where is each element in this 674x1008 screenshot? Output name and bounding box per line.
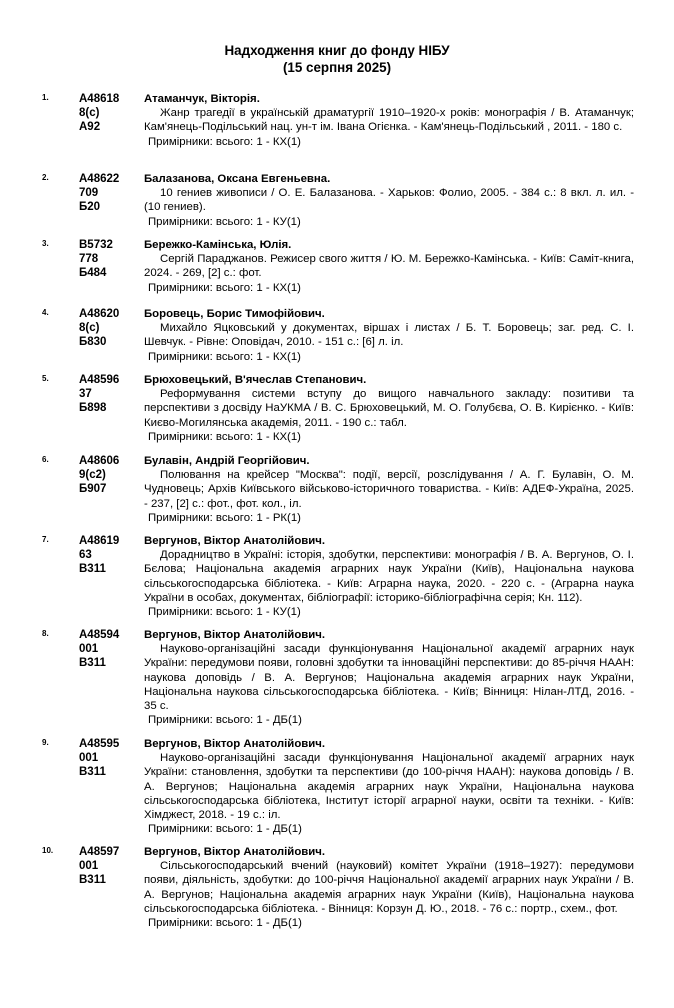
call-number-line: А48606	[79, 455, 120, 467]
entry-copies: Примірники: всього: 1 - КУ(1)	[148, 606, 301, 619]
entry-copies: Примірники: всього: 1 - КУ(1)	[148, 215, 301, 228]
entry-number: 8.	[42, 629, 49, 638]
call-number	[79, 238, 139, 281]
entry-number: 3.	[42, 239, 49, 248]
entry-author: Вергунов, Віктор Анатолійович.	[144, 535, 326, 547]
call-number-line: А48594	[79, 629, 120, 641]
entry-number: 9.	[42, 738, 49, 747]
entry-body	[144, 454, 634, 525]
entry-description: 10 гениев живописи / О. Е. Балазанова. - Харьков: Фолио, 2005. - 384 с.: 8 вкл. л. ил. - (10 гениев).	[144, 187, 634, 214]
call-number-line: 8(с)	[79, 322, 100, 335]
call-number-line: Б907	[79, 483, 107, 496]
entry-number: 6.	[42, 455, 49, 464]
call-number-line: 8(с)	[79, 107, 100, 120]
page-subtitle: (15 серпня 2025)	[282, 60, 392, 75]
entry-copies: Примірники: всього: 1 - КХ(1)	[148, 350, 301, 363]
entry-copies: Примірники: всього: 1 - КХ(1)	[148, 135, 301, 148]
call-number-line: А48618	[79, 93, 120, 105]
call-number-line: А48620	[79, 308, 120, 320]
call-number-line: 709	[79, 187, 99, 200]
call-number	[79, 92, 139, 135]
call-number-line: В311	[79, 563, 106, 576]
entry-number: 2.	[42, 173, 49, 182]
call-number	[79, 534, 139, 577]
entry-number: 5.	[42, 374, 49, 383]
call-number-line: А48597	[79, 846, 120, 858]
entry-body	[144, 737, 634, 836]
call-number	[79, 172, 139, 215]
call-number-line: А48619	[79, 535, 120, 547]
call-number-line: Б898	[79, 402, 107, 415]
page-title: Надходження книг до фонду НІБУ	[224, 43, 450, 58]
entry-author: Балазанова, Оксана Евгеньевна.	[144, 173, 331, 185]
entry-body	[144, 238, 634, 295]
entry-author: Боровець, Борис Тимофійович.	[144, 308, 325, 320]
entry-description: Полювання на крейсер "Москва": події, версії, розслідування / А. Г. Булавін, О. М. Чудновець; Архів Київського військово-історичного товариства. - Київ: АДЕФ-Україна, 2025. - 237, [2] с.: фот., фот. кол., іл.	[144, 469, 634, 510]
entry-description: Науково-організаційні засади функціонування Національної академії аграрних наук України: становлення, здобутки та перспективи (до 100-річчя НААН): наукова доповідь / В. А. Вергунов; Національна академія аграрних наук України, Національна наукова сільськогосподарська бібліотека, Інститут історії аграрної науки, освіти та техніки. - Київ: Хімджест, 2018. - 19 с.: іл.	[144, 752, 634, 822]
call-number	[79, 373, 139, 416]
entry-body	[144, 534, 634, 619]
call-number-line: 778	[79, 253, 99, 266]
call-number	[79, 454, 139, 497]
call-number	[79, 845, 139, 888]
call-number-line: А48596	[79, 374, 120, 386]
call-number-line: 63	[79, 549, 92, 562]
entry-number: 1.	[42, 93, 49, 102]
entry-author: Булавін, Андрій Георгійович.	[144, 455, 310, 467]
entry-body	[144, 172, 634, 229]
entry-description: Сільськогосподарський вчений (науковий) комітет України (1918–1927): передумови появи, діяльність, здобутки: до 100-річчя Національної академії аграрних наук України / В. А. Вергунов; Національна академія аграрних наук України (Київ), Національна наукова сільськогосподарська бібліотека. - Вінниця: Корзун Д. Ю., 2018. - 76 с.: портр., схем., фот.	[144, 860, 634, 915]
call-number-line: Б484	[79, 267, 107, 280]
entry-number: 10.	[42, 846, 54, 855]
call-number-line: В311	[79, 766, 106, 779]
entry-description: Сергій Параджанов. Режисер свого життя / Ю. М. Бережко-Камінська. - Київ: Саміт-книга, 2024. - 269, [2] с.: фот.	[144, 253, 634, 280]
entry-author: Вергунов, Віктор Анатолійович.	[144, 629, 326, 641]
entry-author: Бережко-Камінська, Юлія.	[144, 239, 292, 251]
entry-author: Брюховецький, В'ячеслав Степанович.	[144, 374, 367, 386]
entry-copies: Примірники: всього: 1 - КХ(1)	[148, 281, 301, 294]
call-number-line: А48622	[79, 173, 120, 185]
entry-body	[144, 307, 634, 364]
entry-body	[144, 628, 634, 727]
call-number-line: В5732	[79, 239, 113, 251]
entry-author: Вергунов, Віктор Анатолійович.	[144, 738, 326, 750]
call-number-line: А48595	[79, 738, 120, 750]
entry-copies: Примірники: всього: 1 - ДБ(1)	[148, 917, 302, 930]
entry-copies: Примірники: всього: 1 - ДБ(1)	[148, 823, 302, 836]
entry-copies: Примірники: всього: 1 - КХ(1)	[148, 430, 301, 443]
call-number-line: 001	[79, 752, 99, 765]
entry-description: Науково-організаційні засади функціонування Національної академії аграрних наук України: передумови появи, головні здобутки та інноваційні перспективи: до 85-річчя НААН: наукова доповідь / В. А. Вергунов; Національна академія аграрних наук України, Національна наукова сільськогосподарська бібліотека. - Київ; Вінниця: Нілан-ЛТД, 2016. - 35 с.	[144, 643, 634, 713]
entry-author: Атаманчук, Вікторія.	[144, 93, 260, 105]
entry-description: Жанр трагедії в українській драматургії 1910–1920-х років: монографія / В. Атаманчук; Кам'янець-Подільський нац. ун-т ім. Івана Огієнка. - Кам'янець-Подільський , 2011. - 180 с.	[144, 107, 634, 134]
call-number	[79, 737, 139, 780]
header	[0, 42, 674, 76]
call-number-line: В311	[79, 657, 106, 670]
entry-number: 4.	[42, 308, 49, 317]
entry-copies: Примірники: всього: 1 - ДБ(1)	[148, 714, 302, 727]
call-number-line: А92	[79, 121, 101, 134]
call-number-line: Б20	[79, 201, 101, 214]
entry-number: 7.	[42, 535, 49, 544]
entry-body	[144, 845, 634, 930]
entry-description: Реформування системи вступу до вищого навчального закладу: позитиви та перспективи з досвіду НаУКМА / В. С. Брюховецький, М. О. Голубєва, О. В. Кирієнко. - Київ: Києво-Могилянська академія, 2011. - 190 с.: табл.	[144, 388, 634, 429]
call-number	[79, 628, 139, 671]
entry-description: Михайло Яцковський у документах, віршах і листах / Б. Т. Боровець; заг. ред. С. І. Шевчук. - Рівне: Оповідач, 2010. - 151 с.: [6] л. іл.	[144, 322, 634, 349]
call-number-line: Б830	[79, 336, 107, 349]
entry-body	[144, 373, 634, 444]
call-number-line: 9(с2)	[79, 469, 106, 482]
call-number-line: 37	[79, 388, 92, 401]
call-number-line: В311	[79, 874, 106, 887]
entry-body	[144, 92, 634, 149]
call-number-line: 001	[79, 860, 99, 873]
call-number	[79, 307, 139, 350]
entry-author: Вергунов, Віктор Анатолійович.	[144, 846, 326, 858]
entry-copies: Примірники: всього: 1 - РК(1)	[148, 511, 301, 524]
entry-description: Дорадництво в Україні: історія, здобутки, перспективи: монографія / В. А. Вергунов, О. І. Бєлова; Національна академія аграрних наук України (Київ), Національна наукова сільськогосподарська бібліотека. - Київ: Аграрна наука, 2020. - 220 с. - (Аграрна наука України в особах, документах, бібліографії: історико-бібліографічна серія; Кн. 112).	[144, 549, 634, 604]
call-number-line: 001	[79, 643, 99, 656]
